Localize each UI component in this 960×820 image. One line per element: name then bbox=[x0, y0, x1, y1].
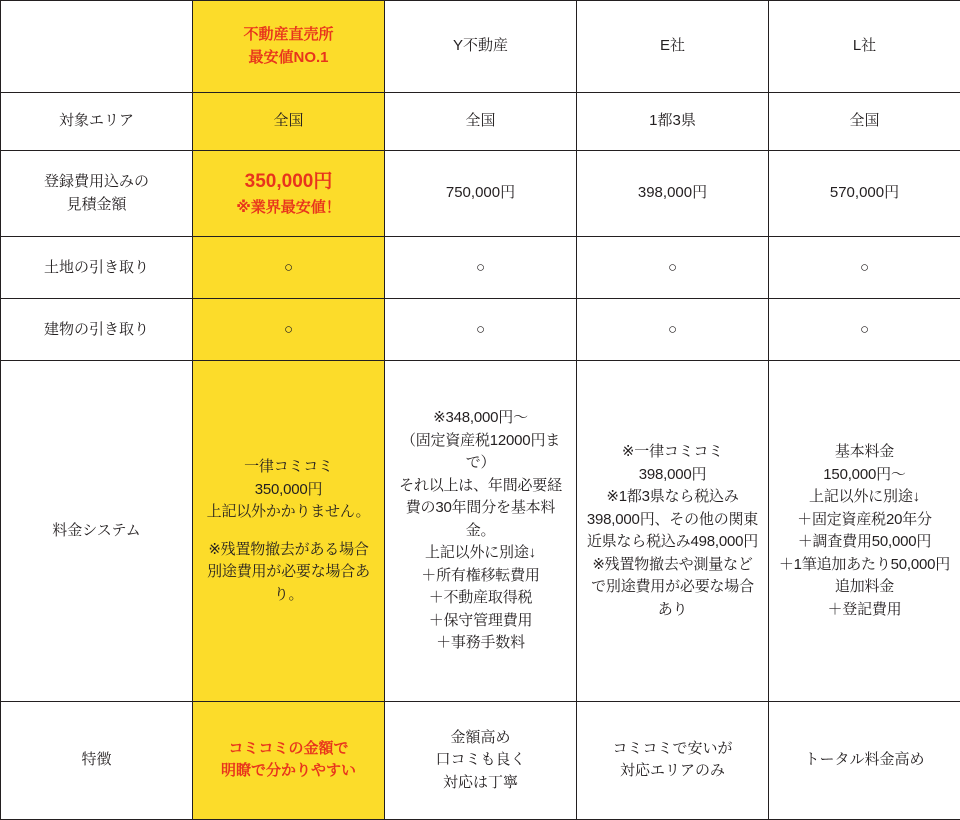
header-main-line1: 不動産直売所 bbox=[243, 26, 334, 44]
cell-fee-e-block1: ※一律コミコミ 398,000円 ※1都3県なら税込み398,000円、その他の関東近県なら税込み498,000円 ※残置物撤去や測量などで別途費用が必要な場合あり bbox=[586, 443, 759, 618]
row-label-fee-system: 料金システム bbox=[1, 361, 193, 701]
row-label-estimate-line2: 見積金額 bbox=[66, 195, 127, 213]
cell-features-main: コミコミの金額で 明瞭で分かりやすい bbox=[193, 701, 385, 819]
cell-building-e: ○ bbox=[577, 299, 769, 361]
cell-fee-system-l bbox=[769, 361, 960, 701]
cell-target-area-e: 1都3県 bbox=[577, 93, 769, 151]
row-label-estimate-line1: 登録費用込みの bbox=[43, 173, 149, 191]
cell-fee-system-y bbox=[385, 361, 577, 701]
row-label-building-takeover: 建物の引き取り bbox=[1, 299, 193, 361]
cell-land-main: ○ bbox=[193, 237, 385, 299]
cell-features-e: コミコミで安いが 対応エリアのみ bbox=[577, 701, 769, 819]
table-row-fee-system bbox=[1, 361, 960, 701]
cell-estimate-y: 750,000円 bbox=[385, 151, 577, 237]
cell-building-main: ○ bbox=[193, 299, 385, 361]
cell-land-l: ○ bbox=[769, 237, 960, 299]
cell-land-y: ○ bbox=[385, 237, 577, 299]
cell-fee-system-main bbox=[193, 361, 385, 701]
cell-fee-y-block1: ※348,000円〜 （固定資産税12000円まで） それ以上は、年間必要経費の30年間分を基本料金。 上記以外に別途↓ ＋所有権移転費用 ＋不動産取得税 ＋保守管理費用 ＋事務手数料 bbox=[399, 409, 562, 652]
cell-target-area-l: 全国 bbox=[769, 93, 960, 151]
table-row-features bbox=[1, 701, 960, 819]
cell-estimate-e: 398,000円 bbox=[577, 151, 769, 237]
cell-target-area-y: 全国 bbox=[385, 93, 577, 151]
table-row-building-takeover bbox=[1, 299, 960, 361]
cell-features-l: トータル料金高め bbox=[769, 701, 960, 819]
row-label-features: 特徴 bbox=[1, 701, 193, 819]
header-y-fudosan: Y不動産 bbox=[385, 1, 577, 93]
cell-estimate-l: 570,000円 bbox=[769, 151, 960, 237]
cell-fee-l-block1: 基本料金 150,000円〜 上記以外に別途↓ ＋固定資産税20年分 ＋調査費用50,000円 ＋1筆追加あたり50,000円追加料金 ＋登記費用 bbox=[778, 443, 951, 618]
cell-target-area-main: 全国 bbox=[193, 93, 385, 151]
header-e-sha: E社 bbox=[577, 1, 769, 93]
table-row-land-takeover bbox=[1, 237, 960, 299]
cell-fee-main-block2: ※残置物撤去がある場合別途費用が必要な場合あり。 bbox=[207, 540, 370, 603]
cell-estimate-main-note: ※業界最安値！ bbox=[236, 198, 341, 216]
cell-estimate-main bbox=[193, 151, 385, 237]
header-fudosan-chokubaisho bbox=[193, 1, 385, 93]
cell-fee-main-block1: 一律コミコミ 350,000円 上記以外かかりません。 bbox=[206, 458, 371, 521]
cell-fee-system-e bbox=[577, 361, 769, 701]
row-label-estimate-amount bbox=[1, 151, 193, 237]
cell-building-l: ○ bbox=[769, 299, 960, 361]
table-header-row bbox=[1, 1, 960, 93]
cell-land-e: ○ bbox=[577, 237, 769, 299]
cell-estimate-main-amount: 350,000円 bbox=[244, 171, 333, 193]
cell-building-y: ○ bbox=[385, 299, 577, 361]
row-label-target-area: 対象エリア bbox=[1, 93, 193, 151]
header-main-line2: 最安値NO.1 bbox=[248, 48, 329, 66]
table-row-target-area bbox=[1, 93, 960, 151]
row-label-land-takeover: 土地の引き取り bbox=[1, 237, 193, 299]
header-empty-cell bbox=[1, 1, 193, 93]
header-l-sha: L社 bbox=[769, 1, 960, 93]
cell-features-y: 金額高め 口コミも良く 対応は丁寧 bbox=[385, 701, 577, 819]
table-row-estimate-amount bbox=[1, 151, 960, 237]
